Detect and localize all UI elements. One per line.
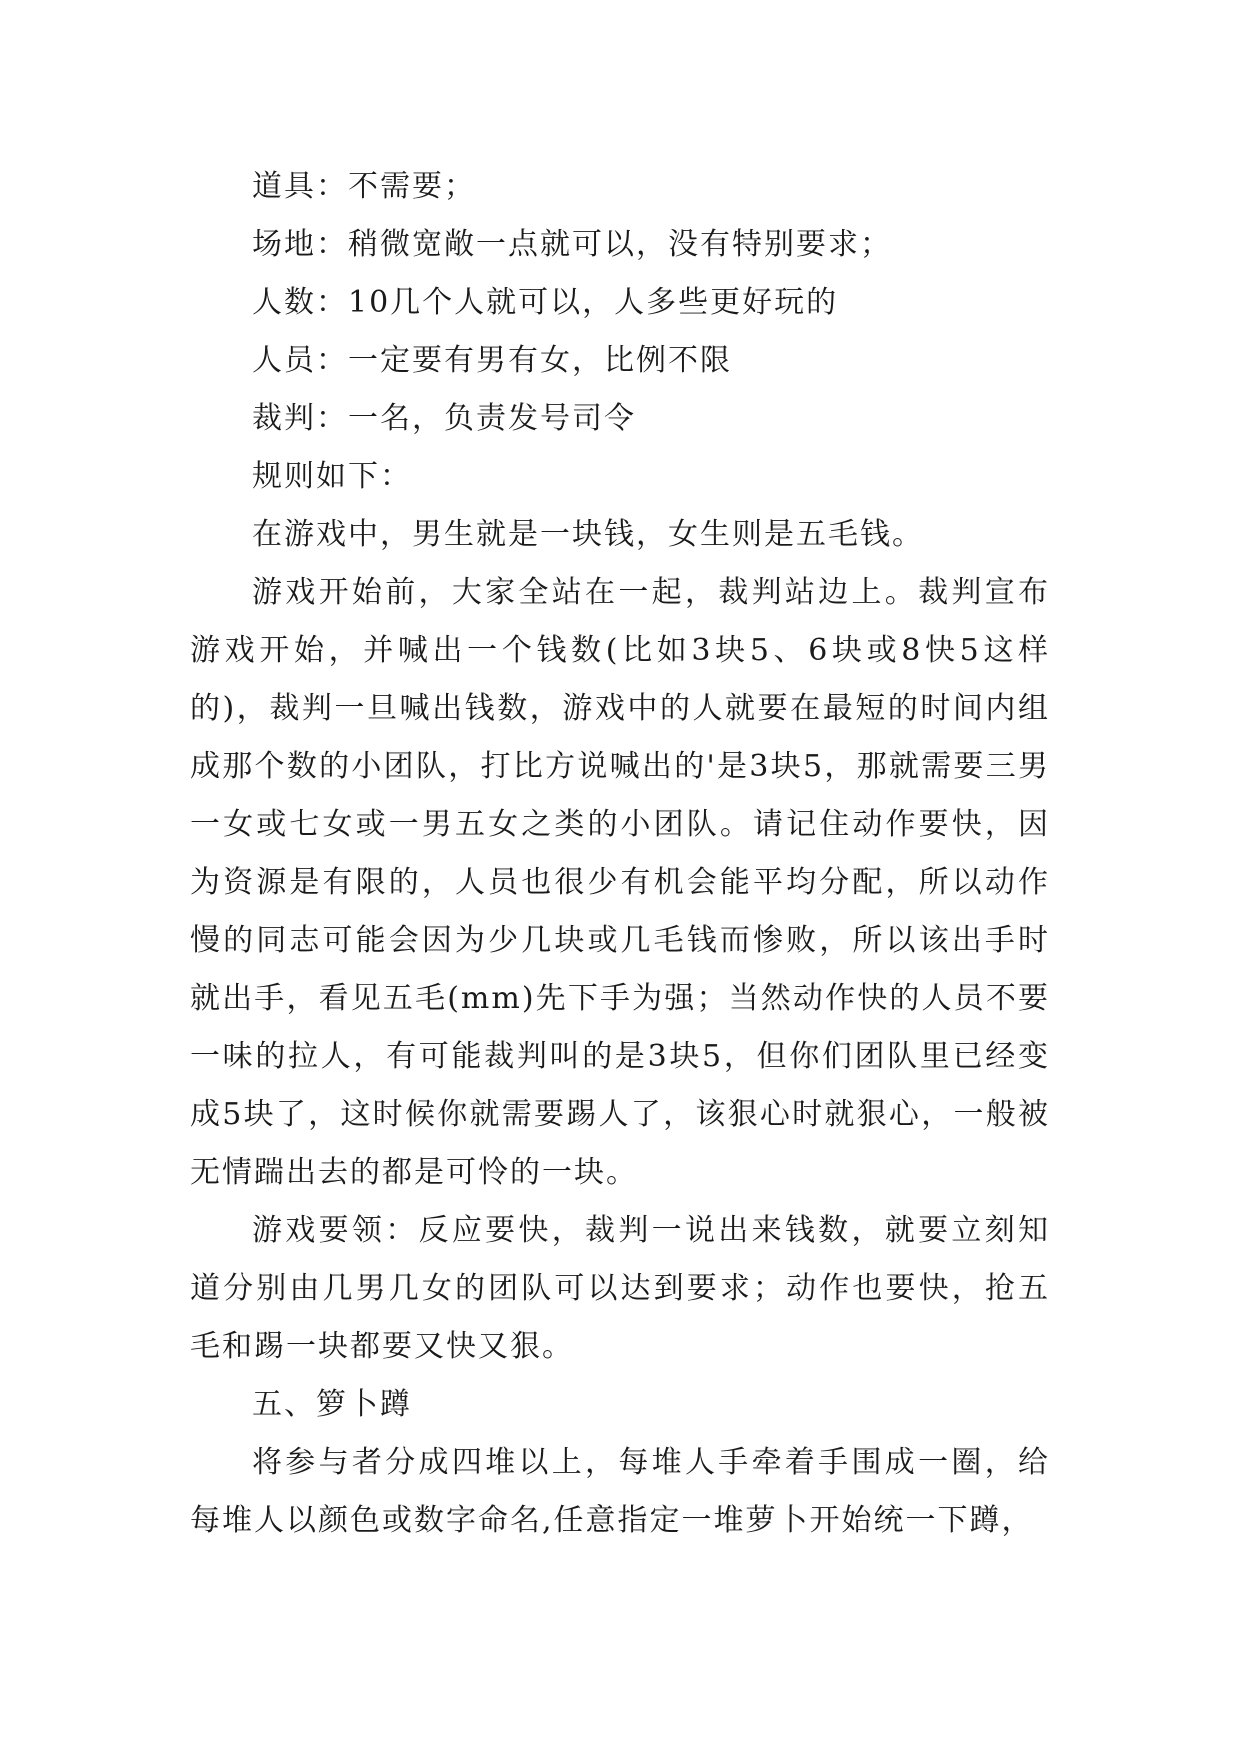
value-rule-line: 在游戏中，男生就是一块钱，女生则是五毛钱。 (252, 517, 924, 552)
radish-squat-paragraph: 将参与者分成四堆以上，每堆人手牵着手围成一圈，给每堆人以颜色或数字命名,任意指定一堆萝卜开始统一下蹲， (190, 1445, 1050, 1538)
referee-line: 裁判：一名，负责发号司令 (252, 401, 636, 436)
props-line: 道具：不需要； (252, 169, 476, 204)
venue-line: 场地：稍微宽敞一点就可以，没有特别要求； (252, 227, 892, 262)
rules-heading: 规则如下： (252, 459, 412, 494)
document-page (190, 158, 1050, 1550)
player-count-line: 人数：10几个人就可以，人多些更好玩的 (252, 285, 839, 320)
section-heading: 五、箩卜蹲 (252, 1387, 412, 1422)
game-tips-paragraph: 游戏要领：反应要快，裁判一说出来钱数，就要立刻知道分别由几男几女的团队可以达到要求；动作也要快，抢五毛和踢一块都要又快又狠。 (190, 1213, 1050, 1364)
game-description-paragraph: 游戏开始前，大家全站在一起，裁判站边上。裁判宣布游戏开始，并喊出一个钱数(比如3块5、6块或8快5这样的)，裁判一旦喊出钱数，游戏中的人就要在最短的时间内组成那个数的小团队，打比方说喊出的'是3块5，那就需要三男一女或七女或一男五女之类的小团队。请记住动作要快，因为资源是有限的，人员也很少有机会能平均分配，所以动作慢的同志可能会因为少几块或几毛钱而惨败，所以该出手时就出手，看见五毛(mm)先下手为强；当然动作快的人员不要一味的拉人，有可能裁判叫的是3块5，但你们团队里已经变成5块了，这时候你就需要踢人了，该狠心时就狠心，一般被无情踹出去的都是可怜的一块。 (190, 575, 1050, 1190)
personnel-line: 人员：一定要有男有女，比例不限 (252, 343, 732, 378)
